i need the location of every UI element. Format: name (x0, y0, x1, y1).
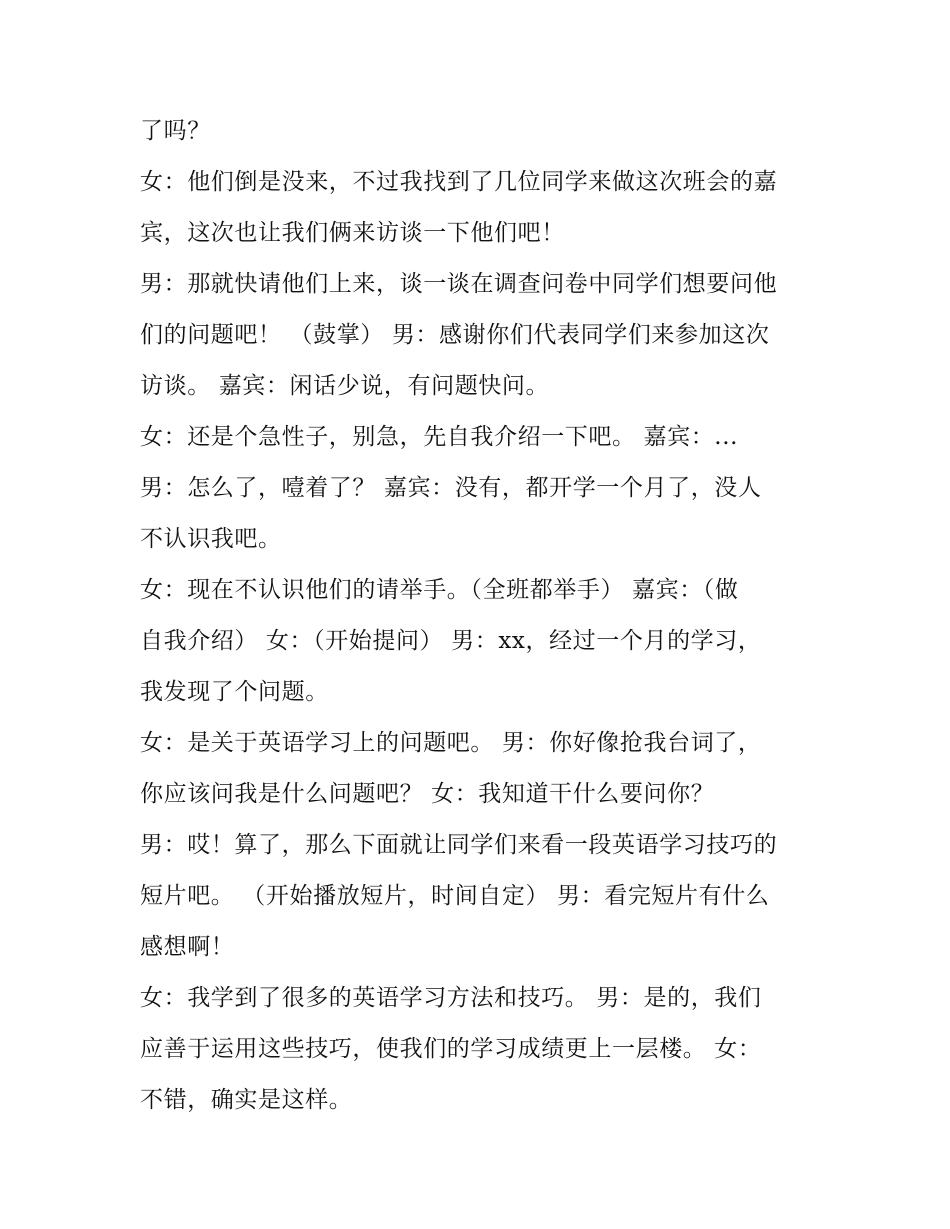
text-line: 女：还是个急性子，别急，先自我介绍一下吧。 嘉宾：... (140, 424, 739, 450)
text-line: 感想啊！ (140, 934, 235, 960)
text-line: 不错，确实是这样。 (140, 1087, 353, 1113)
text-line: 宾，这次也让我们俩来访谈一下他们吧！ (140, 220, 565, 246)
dialogue-text-block (140, 106, 820, 1126)
text-line: 女：我学到了很多的英语学习方法和技巧。 男：是的，我们 (140, 985, 762, 1011)
text-line: 了吗？ (140, 118, 211, 144)
text-line: 自我介绍） 女：（开始提问） 男：xx，经过一个月的学习， (140, 628, 762, 654)
text-line: 女：他们倒是没来，不过我找到了几位同学来做这次班会的嘉 (140, 169, 778, 195)
text-line: 我发现了个问题。 (140, 679, 329, 705)
text-line: 女：现在不认识他们的请举手。（全班都举手） 嘉宾：（做 (140, 577, 739, 603)
text-line: 应善于运用这些技巧，使我们的学习成绩更上一层楼。 女： (140, 1036, 762, 1062)
text-line: 你应该问我是什么问题吧？ 女：我知道干什么要问你？ (140, 781, 715, 807)
text-line: 男：哎！算了，那么下面就让同学们来看一段英语学习技巧的 (140, 832, 778, 858)
text-line: 访谈。 嘉宾：闲话少说，有问题快问。 (140, 373, 550, 399)
text-line: 男：那就快请他们上来，谈一谈在调查问卷中同学们想要问他 (140, 271, 778, 297)
text-line: 们的问题吧！ （鼓掌） 男：感谢你们代表同学们来参加这次 (140, 322, 770, 348)
text-line: 男：怎么了，噎着了？ 嘉宾：没有，都开学一个月了，没人 (140, 475, 762, 501)
text-line: 短片吧。 （开始播放短片，时间自定） 男：看完短片有什么 (140, 883, 770, 909)
text-line: 不认识我吧。 (140, 526, 282, 552)
text-line: 女：是关于英语学习上的问题吧。 男：你好像抢我台词了， (140, 730, 762, 756)
